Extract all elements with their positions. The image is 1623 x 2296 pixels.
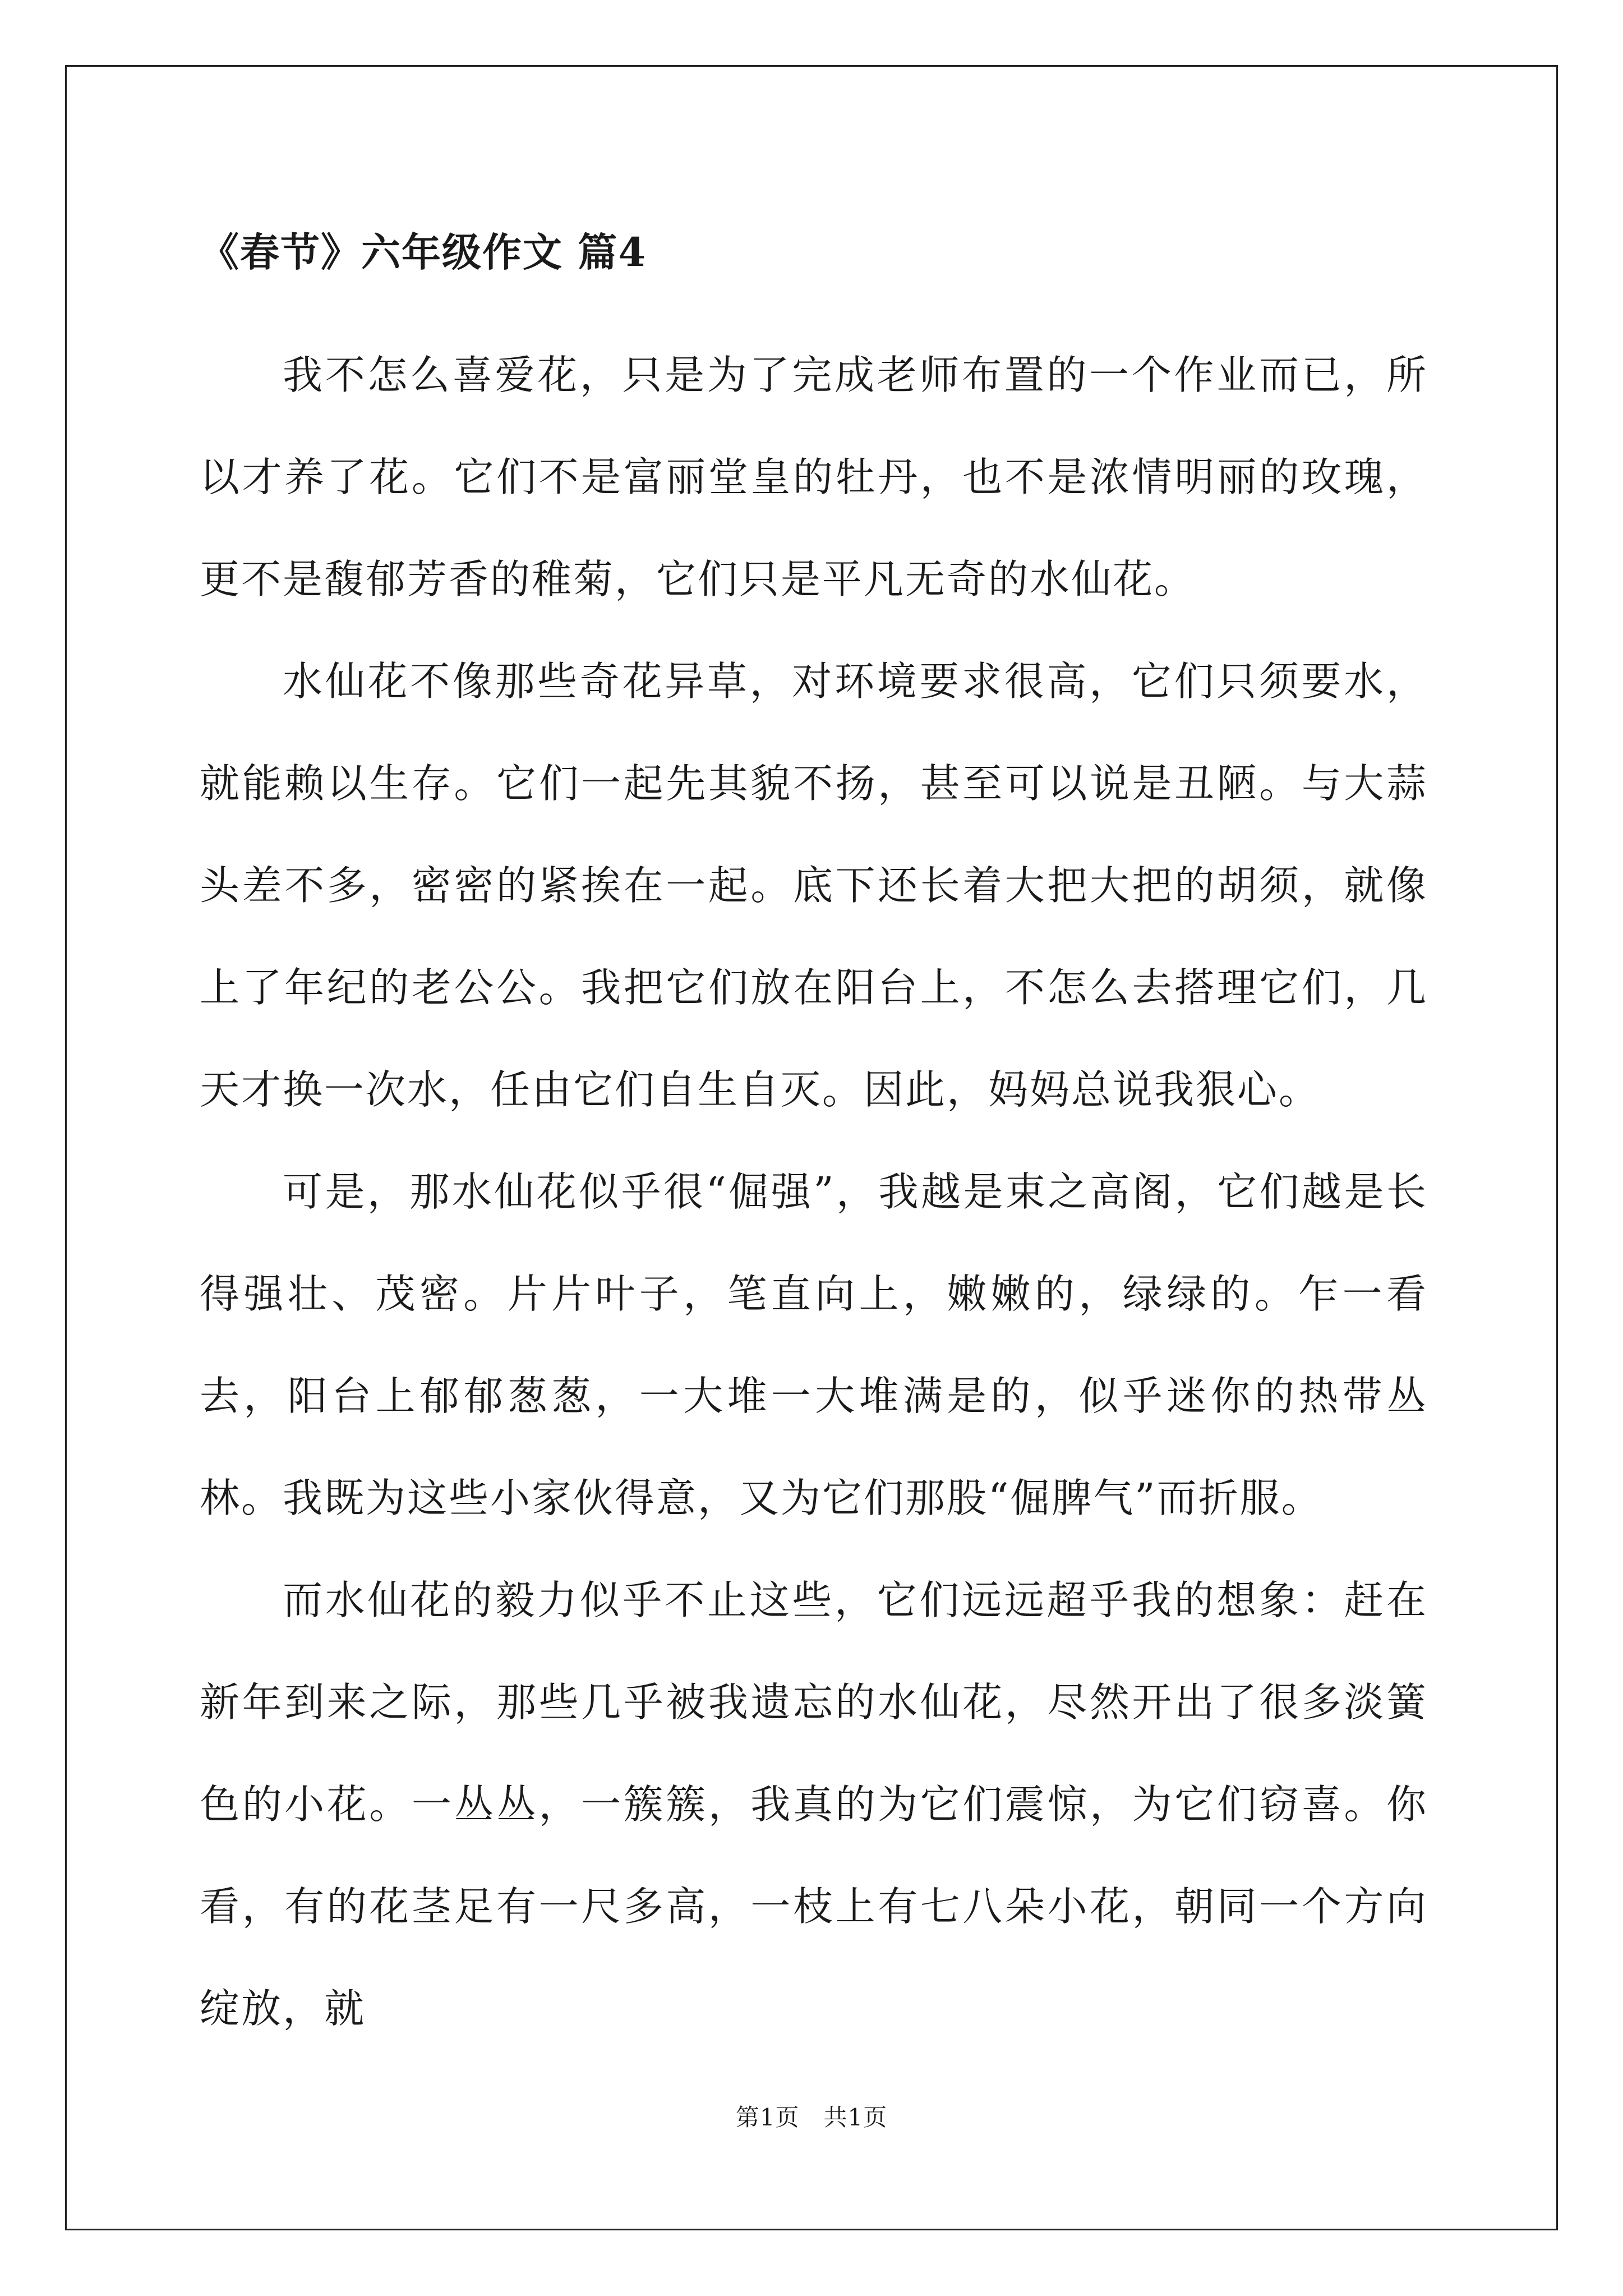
document-title: 《春节》六年级作文 篇4 <box>200 229 647 275</box>
paragraph-1: 我不怎么喜爱花，只是为了完成老师布置的一个作业而已，所以才养了花。它们不是富丽堂皇的牡丹，也不是浓情明丽的玫瑰，更不是馥郁芳香的稚菊，它们只是平凡无奇的水仙花。 <box>200 352 1428 602</box>
page-footer: 第1页 共1页 <box>735 2104 888 2131</box>
paragraph-4: 而水仙花的毅力似乎不止这些，它们远远超乎我的想象：赶在新年到来之际，那些几乎被我遗忘的水仙花，尽然开出了很多淡簧色的小花。一丛丛，一簇簇，我真的为它们震惊，为它们窃喜。你看，有的花茎足有一尺多高，一枝上有七八朵小花，朝同一个方向绽放，就 <box>200 1577 1428 2032</box>
document-body <box>200 224 1428 2060</box>
paragraph-3: 可是，那水仙花似乎很“倔强”，我越是束之高阁，它们越是长得强壮、茂密。片片叶子，笔直向上，嫩嫩的，绿绿的。乍一看去，阳台上郁郁葱葱，一大堆一大堆满是的，似乎迷你的热带丛林。我既为这些小家伙得意，又为它们那股“倔脾气”而折服。 <box>200 1168 1428 1521</box>
paragraph-2: 水仙花不像那些奇花异草，对环境要求很高，它们只须要水，就能赖以生存。它们一起先其貌不扬，甚至可以说是丑陋。与大蒜头差不多，密密的紧挨在一起。底下还长着大把大把的胡须，就像上了年纪的老公公。我把它们放在阳台上，不怎么去搭理它们，几天才换一次水，任由它们自生自灭。因此，妈妈总说我狠心。 <box>200 658 1428 1113</box>
